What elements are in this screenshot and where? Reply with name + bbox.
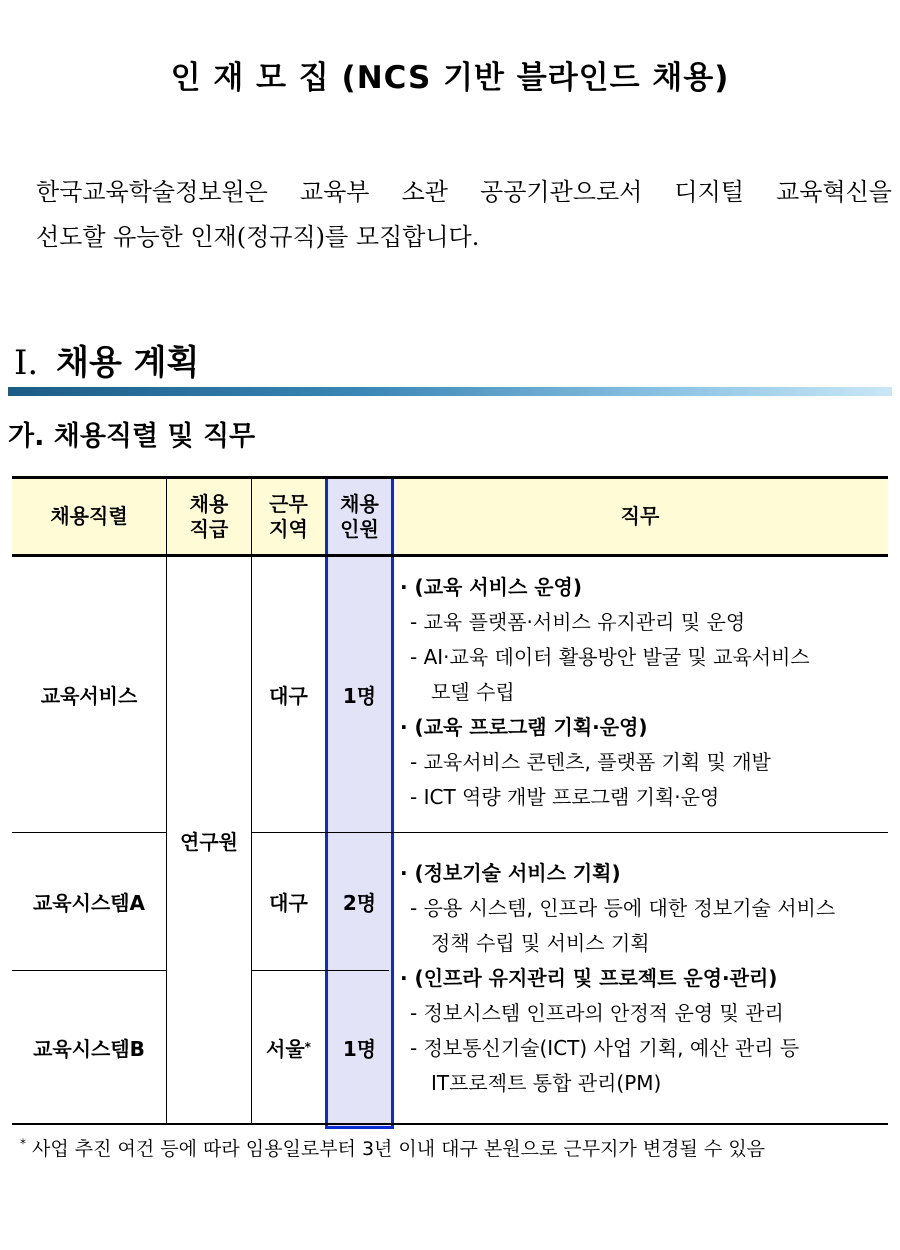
header-series: 채용직렬 [50,504,128,528]
duty-heading: · (교육 프로그램 기획·운영) [400,715,648,739]
subsection-heading: 가. 채용직렬 및 직무 [8,421,256,452]
header-grade-line: 직급 [189,516,229,541]
recruitment-table [12,476,888,1125]
footnote [20,1134,886,1161]
duty-list-education-system [400,856,880,1101]
header-region-line: 근무 [269,491,308,516]
duty-item: - 교육 플랫폼·서비스 유지관리 및 운영 [410,610,746,634]
table-bottom-border [12,1123,888,1125]
section-divider [8,387,892,396]
duty-item: - 응용 시스템, 인프라 등에 대한 정보기술 서비스 [410,896,836,920]
duty-item: - 정보통신기술(ICT) 사업 기획, 예산 관리 등 [410,1036,800,1060]
count-cell: 1명 [342,1036,377,1061]
header-duty: 직무 [620,504,660,528]
page-title: 인 재 모 집 (NCS 기반 블라인드 채용) [170,60,730,96]
region-cell: 대구 [269,891,308,915]
duty-item: - 정보시스템 인프라의 안정적 운영 및 관리 [410,1001,784,1025]
footnote-mark: * [20,1136,26,1151]
duty-item-continued: 정책 수립 및 서비스 기획 [431,931,650,955]
duty-heading: · (교육 서비스 운영) [400,575,583,599]
series-cell: 교육시스템B [33,1036,145,1061]
intro-line: 한국교육학술정보원은 교육부 소관 공공기관으로서 디지털 교육혁신을 [36,178,892,206]
duty-item-continued: 모델 수립 [431,680,515,704]
series-cell: 교육서비스 [40,684,138,708]
grade-cell: 연구원 [180,829,238,854]
count-cell: 1명 [342,684,377,708]
duty-item: - 교육서비스 콘텐츠, 플랫폼 기획 및 개발 [410,750,771,774]
header-count-line: 인원 [340,516,379,541]
region-footnote-mark: * [304,1040,311,1054]
header-count-line: 채용 [340,491,379,516]
duty-item-continued: IT프로젝트 통합 관리(PM) [431,1071,662,1095]
duty-item: - AI·교육 데이터 활용방안 발굴 및 교육서비스 [410,645,810,669]
intro-paragraph [36,170,892,260]
section-number: Ⅰ. [14,343,39,383]
duty-list-education-service [400,570,880,815]
header-region [252,479,325,554]
intro-line: 선도할 유능한 인재(정규직)를 모집합니다. [36,223,480,251]
region-text: 서울 [266,1036,305,1061]
region-cell: 대구 [269,684,308,708]
header-grade-line: 채용 [189,491,229,516]
header-count [328,479,391,554]
series-cell: 교육시스템A [32,891,146,915]
header-grade [167,479,251,554]
region-cell [252,971,325,1123]
section-heading [14,335,199,384]
count-cell: 2명 [342,891,377,915]
duty-item: - ICT 역량 개발 프로그램 기획·운영 [410,785,720,809]
duty-heading: · (정보기술 서비스 기획) [400,861,621,885]
header-region-line: 지역 [269,516,308,541]
section-title: 채용 계획 [56,343,200,383]
footnote-text: 사업 추진 여건 등에 따라 임용일로부터 3년 이내 대구 본원으로 근무지가 변경될 수 있음 [26,1138,766,1160]
duty-heading: · (인프라 유지관리 및 프로젝트 운영·관리) [400,966,778,990]
